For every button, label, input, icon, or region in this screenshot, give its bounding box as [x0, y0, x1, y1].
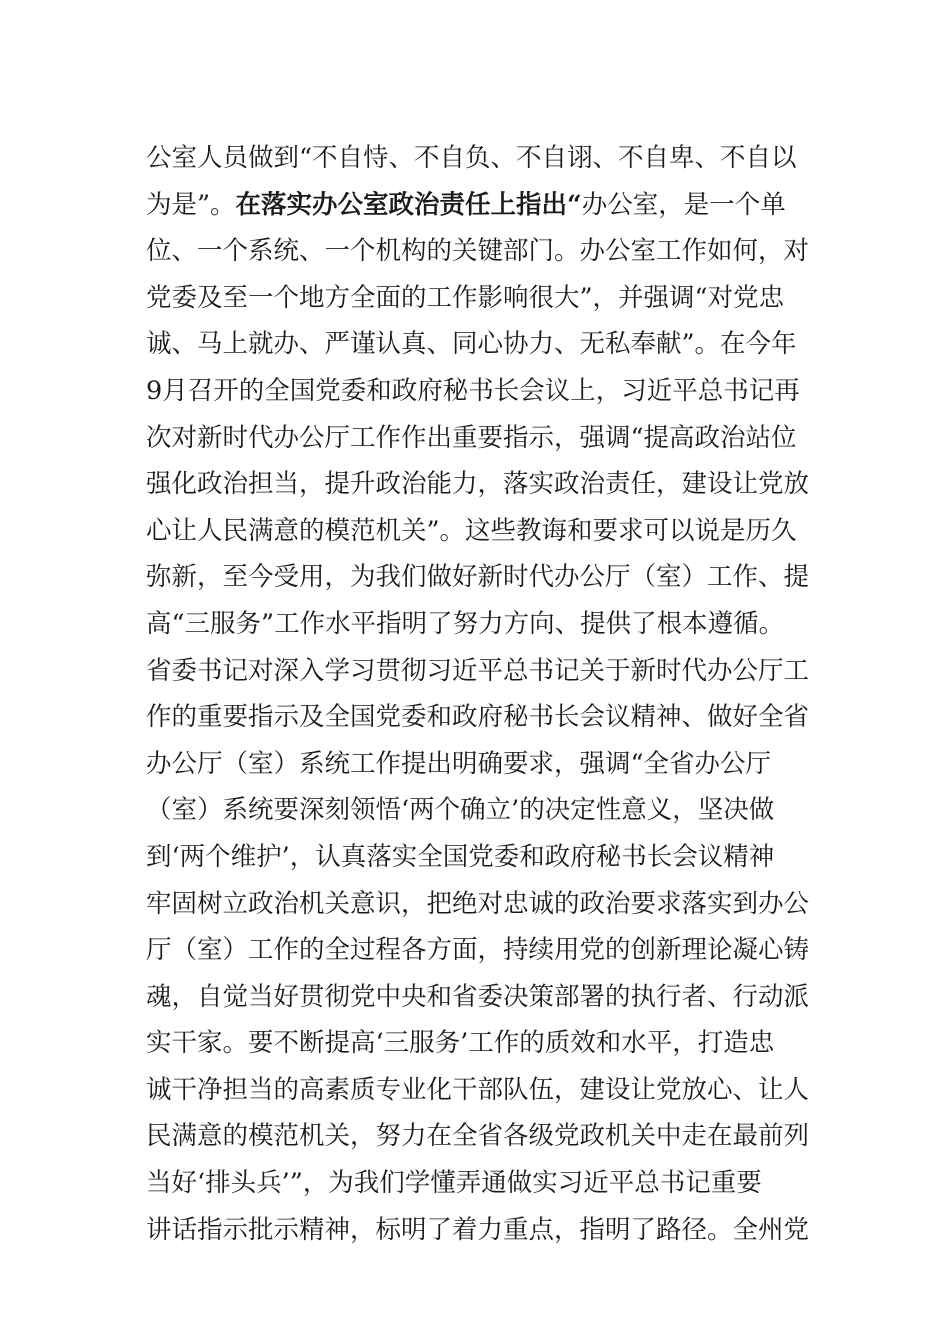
text-line: [146, 135, 814, 182]
text-line: [146, 182, 814, 229]
text-line: [146, 508, 814, 555]
text-line: [146, 228, 814, 275]
text-segment: 民满意的模范机关，努力在全省各级党政机关中走在最前列: [146, 1121, 810, 1152]
text-line: [146, 741, 814, 788]
text-segment: 到‘两个维护’，认真落实全国党委和政府秘书长会议精神: [146, 841, 775, 872]
text-segment: 厅（室）工作的全过程各方面，持续用党的创新理论凝心铸: [146, 935, 810, 966]
text-line: [146, 601, 814, 648]
text-segment: 讲话指示批示精神，标明了着力重点，指明了路径。全州党: [146, 1214, 810, 1245]
bold-text-segment: 在落实办公室政治责任上指出“: [235, 189, 582, 220]
text-segment: 省委书记对深入学习贯彻习近平总书记关于新时代办公厅工: [146, 655, 810, 686]
text-line: [146, 694, 814, 741]
text-line: [146, 1207, 814, 1254]
text-segment: 作的重要指示及全国党委和政府秘书长会议精神、做好全省: [146, 702, 810, 733]
text-line: [146, 881, 814, 928]
text-segment: （室）系统要深刻领悟‘两个确立’的决定性意义，坚决做: [146, 795, 775, 826]
text-segment: 次对新时代办公厅工作作出重要指示，强调“提高政治站位: [146, 422, 797, 453]
text-segment: 办公厅（室）系统工作提出明确要求，强调“全省办公厅: [146, 748, 772, 779]
text-line: [146, 787, 814, 834]
text-segment: 当好‘排头兵’”，为我们学懂弄通做实习近平总书记重要: [146, 1168, 762, 1199]
body-text: [146, 135, 814, 1253]
text-segment: 位、一个系统、一个机构的关键部门。办公室工作如何，对: [146, 236, 810, 267]
text-segment: 公室人员做到“不自恃、不自负、不自诩、不自卑、不自以: [146, 143, 797, 173]
text-segment: 高“三服务”工作水平指明了努力方向、提供了根本遵循。: [146, 608, 785, 639]
text-segment: 办公室，是一个单: [581, 189, 786, 220]
text-segment: 为是”。: [146, 189, 236, 220]
text-line: [146, 1067, 814, 1114]
text-line: [146, 1160, 814, 1207]
text-line: [146, 834, 814, 881]
text-line: [146, 648, 814, 695]
text-line: [146, 554, 814, 601]
text-segment: 党委及至一个地方全面的工作影响很大”，并强调“对党忠: [146, 282, 785, 313]
text-line: [146, 1113, 814, 1160]
text-line: [146, 974, 814, 1021]
text-line: [146, 415, 814, 462]
text-segment: 弥新，至今受用，为我们做好新时代办公厅（室）工作、提: [146, 562, 810, 593]
text-segment: 强化政治担当，提升政治能力，落实政治责任，建设让党放: [146, 469, 810, 500]
text-segment: 诚干净担当的高素质专业化干部队伍，建设让党放心、让人: [146, 1074, 810, 1105]
text-line: [146, 1020, 814, 1067]
text-segment: 心让人民满意的模范机关”。这些教诲和要求可以说是历久: [146, 515, 797, 546]
text-segment: 9月召开的全国党委和政府秘书长会议上，习近平总书记再: [146, 375, 800, 406]
text-segment: 魂，自觉当好贯彻党中央和省委决策部署的执行者、行动派: [146, 981, 810, 1012]
text-line: [146, 927, 814, 974]
text-segment: 牢固树立政治机关意识，把绝对忠诚的政治要求落实到办公: [146, 888, 810, 919]
text-line: [146, 368, 814, 415]
text-segment: 诚、马上就办、严谨认真、同心协力、无私奉献”。在今年: [146, 329, 797, 360]
text-line: [146, 275, 814, 322]
text-line: [146, 461, 814, 508]
text-line: [146, 321, 814, 368]
text-segment: 实干家。要不断提高‘三服务’工作的质效和水平，打造忠: [146, 1028, 775, 1059]
